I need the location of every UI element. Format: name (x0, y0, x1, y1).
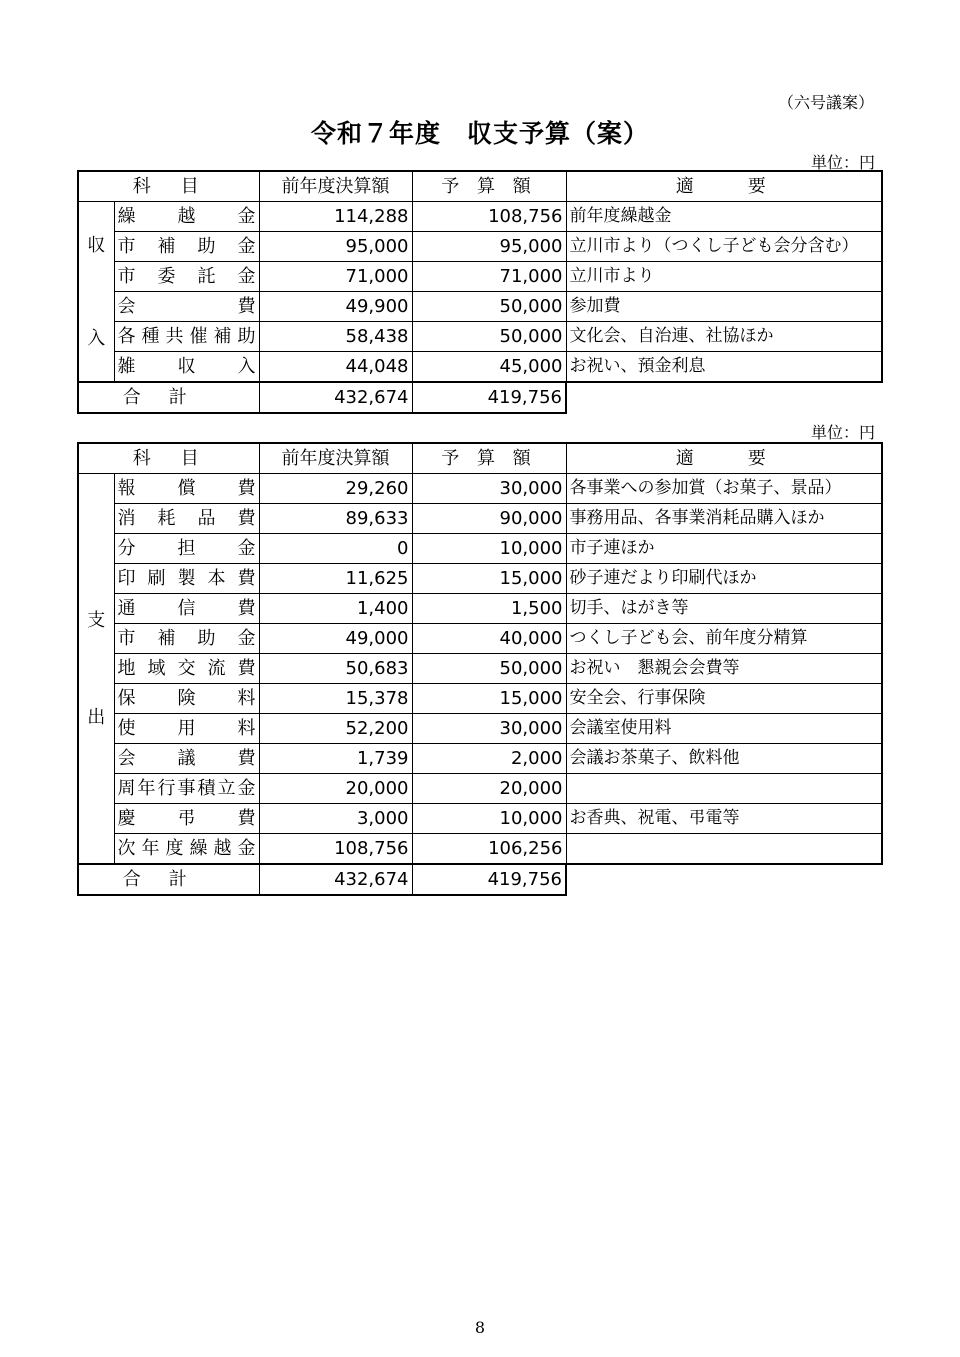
table-row (78, 594, 882, 624)
budget-value: 71,000 (412, 262, 566, 292)
budget-value: 95,000 (412, 232, 566, 262)
income-category-top: 収 (87, 234, 106, 256)
summary-note: お祝い 懇親会会費等 (566, 654, 882, 684)
summary-note: 会議お茶菓子、飲料他 (566, 744, 882, 774)
budget-value: 30,000 (412, 714, 566, 744)
prev-settlement-value: 95,000 (259, 232, 412, 262)
item-name: 会費 (114, 292, 259, 322)
expense-header-row (78, 443, 882, 474)
prev-settlement-value: 11,625 (259, 564, 412, 594)
budget-value: 15,000 (412, 564, 566, 594)
table-row (78, 654, 882, 684)
prev-settlement-value: 0 (259, 534, 412, 564)
item-name: 雑収入 (114, 352, 259, 383)
total-prev-settlement: 432,674 (259, 382, 412, 413)
total-label: 合計 (78, 382, 259, 413)
summary-note: 文化会、自治連、社協ほか (566, 322, 882, 352)
table-row (78, 774, 882, 804)
income-table (77, 170, 883, 414)
table-row (78, 262, 882, 292)
item-name: 会議費 (114, 744, 259, 774)
summary-note: 事務用品、各事業消耗品購入ほか (566, 504, 882, 534)
prev-settlement-value: 1,400 (259, 594, 412, 624)
table-row (78, 804, 882, 834)
table-row (78, 714, 882, 744)
item-name: 報償費 (114, 474, 259, 504)
prev-settlement-value: 20,000 (259, 774, 412, 804)
income-unit-label: 単位：円 (810, 153, 875, 172)
prev-settlement-value: 108,756 (259, 834, 412, 865)
header-summary: 適 要 (566, 171, 882, 202)
budget-value: 106,256 (412, 834, 566, 865)
table-row (78, 504, 882, 534)
summary-note (566, 834, 882, 865)
expense-table (77, 442, 883, 896)
table-row (78, 744, 882, 774)
item-name: 市委託金 (114, 262, 259, 292)
total-label: 合計 (78, 864, 259, 895)
summary-note: 市子連ほか (566, 534, 882, 564)
table-row (78, 292, 882, 322)
summary-note: 安全会、行事保険 (566, 684, 882, 714)
summary-note: 立川市より（つくし子ども会分含む） (566, 232, 882, 262)
budget-value: 10,000 (412, 534, 566, 564)
header-budget: 予 算 額 (412, 443, 566, 474)
income-header-row (78, 171, 882, 202)
total-budget: 419,756 (412, 382, 566, 413)
budget-value: 2,000 (412, 744, 566, 774)
item-name: 周年行事積立金 (114, 774, 259, 804)
prev-settlement-value: 71,000 (259, 262, 412, 292)
total-prev-settlement: 432,674 (259, 864, 412, 895)
prev-settlement-value: 3,000 (259, 804, 412, 834)
item-name: 次年度繰越金 (114, 834, 259, 865)
item-name: 各種共催補助 (114, 322, 259, 352)
prev-settlement-value: 44,048 (259, 352, 412, 383)
budget-value: 50,000 (412, 322, 566, 352)
expense-category-top: 支 (87, 609, 106, 631)
summary-note (566, 774, 882, 804)
budget-value: 45,000 (412, 352, 566, 383)
header-subject: 科 目 (78, 171, 259, 202)
header-subject: 科 目 (78, 443, 259, 474)
table-row (78, 534, 882, 564)
item-name: 印刷製本費 (114, 564, 259, 594)
summary-note: 各事業への参加賞（お菓子、景品） (566, 474, 882, 504)
table-row (78, 624, 882, 654)
budget-value: 50,000 (412, 292, 566, 322)
summary-note: 切手、はがき等 (566, 594, 882, 624)
summary-note: お香典、祝電、弔電等 (566, 804, 882, 834)
total-budget: 419,756 (412, 864, 566, 895)
item-name: 分担金 (114, 534, 259, 564)
budget-value: 90,000 (412, 504, 566, 534)
item-name: 慶弔費 (114, 804, 259, 834)
item-name: 通信費 (114, 594, 259, 624)
expense-category-cell (78, 474, 114, 865)
item-name: 消耗品費 (114, 504, 259, 534)
prev-settlement-value: 1,739 (259, 744, 412, 774)
table-row (78, 352, 882, 383)
prev-settlement-value: 49,900 (259, 292, 412, 322)
expense-category-bottom: 出 (87, 706, 106, 728)
income-total-row (78, 382, 882, 413)
summary-note: つくし子ども会、前年度分精算 (566, 624, 882, 654)
budget-value: 10,000 (412, 804, 566, 834)
table-row (78, 322, 882, 352)
budget-value: 108,756 (412, 202, 566, 232)
prev-settlement-value: 52,200 (259, 714, 412, 744)
header-summary: 適 要 (566, 443, 882, 474)
header-prev-settlement: 前年度決算額 (259, 443, 412, 474)
summary-note: 前年度繰越金 (566, 202, 882, 232)
prev-settlement-value: 58,438 (259, 322, 412, 352)
prev-settlement-value: 49,000 (259, 624, 412, 654)
budget-value: 15,000 (412, 684, 566, 714)
table-row (78, 564, 882, 594)
prev-settlement-value: 114,288 (259, 202, 412, 232)
header-budget: 予 算 額 (412, 171, 566, 202)
summary-note: お祝い、預金利息 (566, 352, 882, 383)
item-name: 保険料 (114, 684, 259, 714)
table-row (78, 474, 882, 504)
summary-note: 砂子連だより印刷代ほか (566, 564, 882, 594)
table-row (78, 834, 882, 865)
prev-settlement-value: 89,633 (259, 504, 412, 534)
budget-value: 30,000 (412, 474, 566, 504)
expense-total-row (78, 864, 882, 895)
budget-value: 1,500 (412, 594, 566, 624)
item-name: 市補助金 (114, 232, 259, 262)
budget-value: 20,000 (412, 774, 566, 804)
item-name: 地域交流費 (114, 654, 259, 684)
table-row (78, 202, 882, 232)
item-name: 市補助金 (114, 624, 259, 654)
prev-settlement-value: 50,683 (259, 654, 412, 684)
budget-value: 50,000 (412, 654, 566, 684)
bill-number: （六号議案） (778, 93, 875, 112)
income-category-bottom: 入 (87, 327, 106, 349)
expense-unit-label: 単位：円 (810, 423, 875, 442)
header-prev-settlement: 前年度決算額 (259, 171, 412, 202)
summary-note: 会議室使用料 (566, 714, 882, 744)
summary-note: 参加費 (566, 292, 882, 322)
page-title: 令和７年度 収支予算（案） (310, 119, 649, 148)
prev-settlement-value: 29,260 (259, 474, 412, 504)
budget-value: 40,000 (412, 624, 566, 654)
page-number: 8 (474, 1318, 486, 1337)
prev-settlement-value: 15,378 (259, 684, 412, 714)
income-category-cell (78, 202, 114, 383)
item-name: 繰越金 (114, 202, 259, 232)
summary-note: 立川市より (566, 262, 882, 292)
table-row (78, 232, 882, 262)
item-name: 使用料 (114, 714, 259, 744)
table-row (78, 684, 882, 714)
